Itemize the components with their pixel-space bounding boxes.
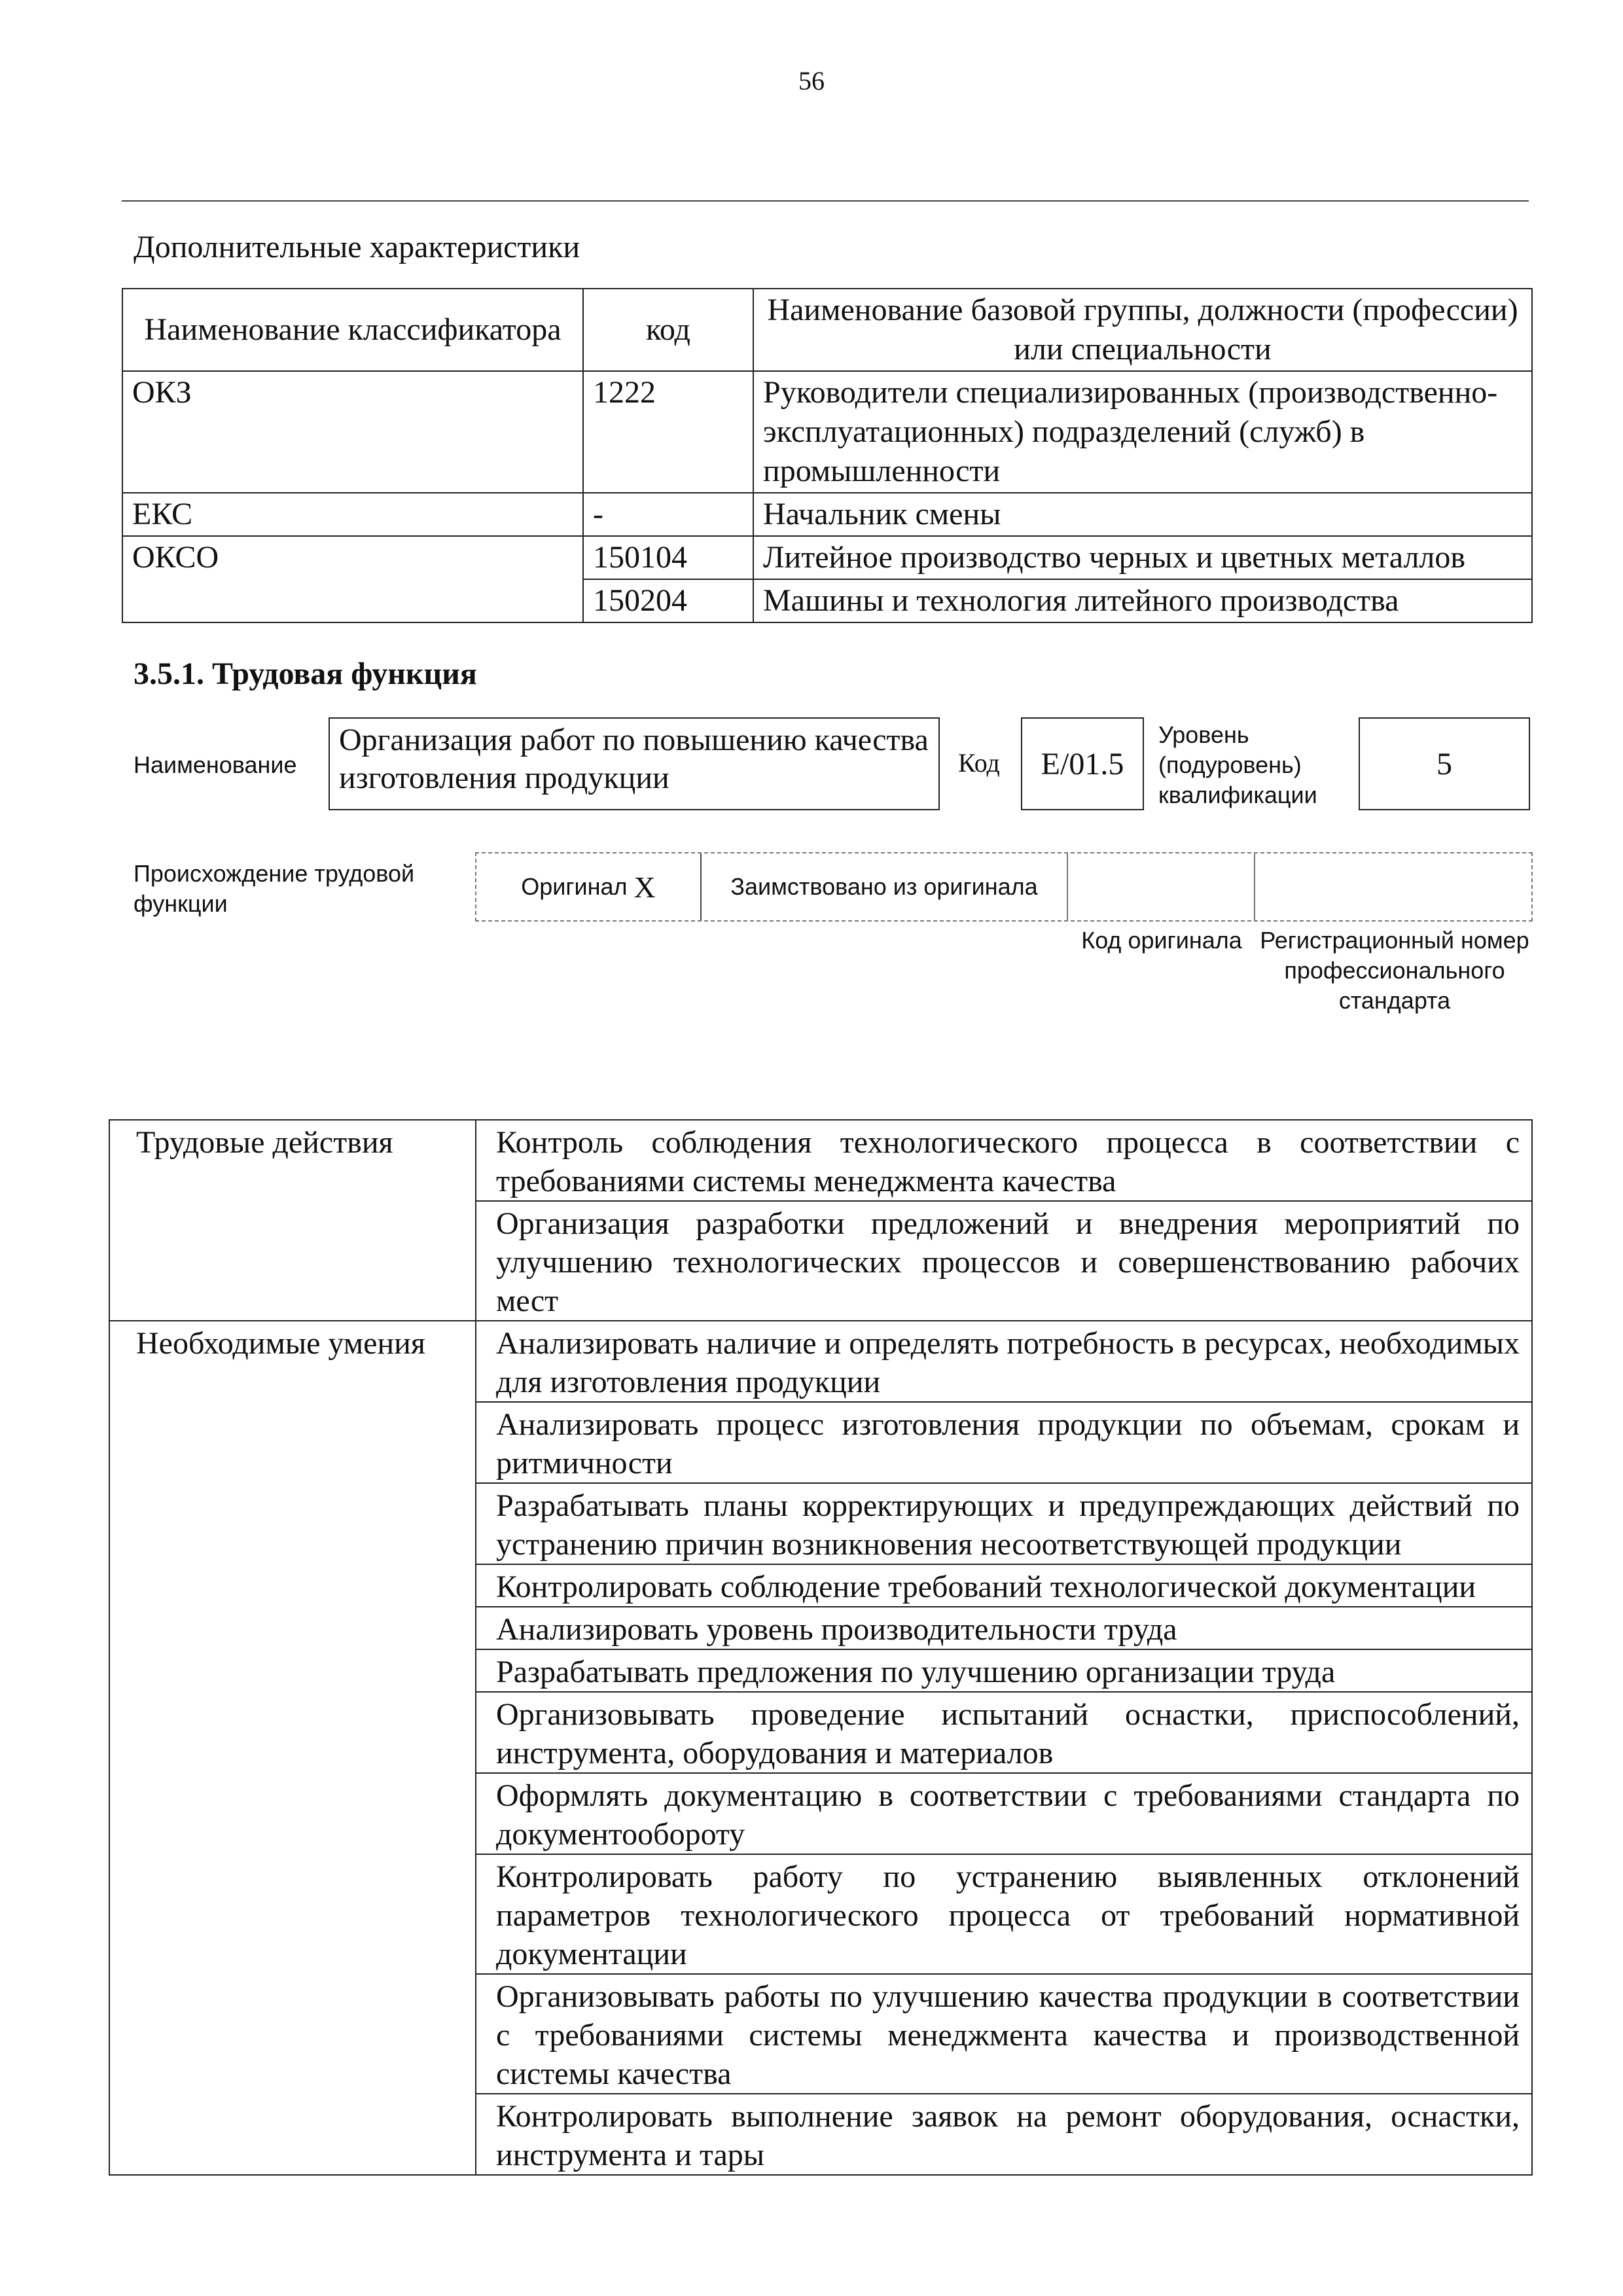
header-group: Наименование базовой группы, должности (профессии) или специальности [753, 289, 1532, 371]
skill-item: Анализировать процесс изготовления продукции по объемам, срокам и ритмичности [476, 1402, 1532, 1483]
skill-item: Разрабатывать планы корректирующих и предупреждающих действий по устранению причин возникновения несоответствующей продукции [476, 1483, 1532, 1564]
origin-code-caption: Код оригинала [1081, 927, 1242, 954]
qualification-level-value: 5 [1359, 717, 1530, 810]
function-details-table [109, 1119, 1533, 2176]
classifier-table [122, 288, 1533, 623]
table-row [109, 1321, 1532, 1402]
skill-item: Анализировать наличие и определять потребность в ресурсах, необходимых для изготовления продукции [476, 1321, 1532, 1402]
qualification-level-label: Уровень (подуровень) квалификации [1158, 721, 1317, 808]
skill-item: Контролировать выполнение заявок на ремонт оборудования, оснастки, инструмента и тары [476, 2094, 1532, 2175]
origin-reg-number-cell [1255, 853, 1531, 920]
name-cell: Машины и технология литейного производства [753, 579, 1532, 622]
table-row [109, 1120, 1532, 1201]
function-name-value: Организация работ по повышению качества изготовления продукции [329, 717, 940, 810]
table-row [122, 493, 1532, 536]
skill-item: Организовывать проведение испытаний оснастки, приспособлений, инструмента, оборудования и материалов [476, 1692, 1532, 1773]
origin-label: Происхождение трудовой функции [134, 860, 415, 917]
page-number: 56 [798, 66, 825, 96]
origin-original-mark: X [633, 870, 656, 904]
code-cell: 150104 [583, 536, 753, 579]
classifier-cell: ОКЗ [122, 371, 583, 493]
function-code-label: Код [958, 748, 1000, 778]
classifier-cell: ОКСО [122, 536, 583, 622]
header-code: код [583, 289, 753, 371]
name-cell: Руководители специализированных (производственно-эксплуатационных) подразделений (служб) в промышленности [753, 371, 1532, 493]
skill-item: Контролировать работу по устранению выявленных отклонений параметров технологического процесса от требований нормативной документации [476, 1854, 1532, 1974]
function-code-value: E/01.5 [1021, 717, 1144, 810]
skill-item: Анализировать уровень производительности труда [476, 1607, 1532, 1649]
origin-reg-caption: Регистрационный номер профессионального стандарта [1260, 927, 1529, 1014]
required-skills-label: Необходимые умения [109, 1321, 476, 2175]
origin-original-cell [476, 853, 702, 920]
classifier-table-header [122, 289, 1532, 371]
origin-table [475, 852, 1533, 922]
origin-borrowed-cell: Заимствовано из оригинала [702, 853, 1068, 920]
origin-code-cell [1068, 853, 1255, 920]
code-cell: - [583, 493, 753, 536]
function-name-label: Наименование [134, 751, 297, 778]
labor-function-heading: 3.5.1. Трудовая функция [134, 656, 477, 691]
table-row [122, 536, 1532, 579]
origin-original-label: Оригинал [521, 873, 628, 900]
skill-item: Оформлять документацию в соответствии с требованиями стандарта по документообороту [476, 1773, 1532, 1854]
skill-item: Контролировать соблюдение требований технологической документации [476, 1564, 1532, 1607]
code-cell: 150204 [583, 579, 753, 622]
additional-characteristics-title: Дополнительные характеристики [134, 230, 580, 264]
skill-item: Организовывать работы по улучшению качества продукции в соответствии с требованиями системы менеджмента качества и производственной системы качества [476, 1974, 1532, 2094]
name-cell: Начальник смены [753, 493, 1532, 536]
code-cell: 1222 [583, 371, 753, 493]
classifier-cell: ЕКС [122, 493, 583, 536]
top-rule [122, 200, 1529, 202]
name-cell: Литейное производство черных и цветных металлов [753, 536, 1532, 579]
header-classifier: Наименование классификатора [122, 289, 583, 371]
table-row [122, 371, 1532, 493]
labor-action-item: Контроль соблюдения технологического процесса в соответствии с требованиями системы менеджмента качества [476, 1120, 1532, 1201]
skill-item: Разрабатывать предложения по улучшению организации труда [476, 1649, 1532, 1692]
labor-action-item: Организация разработки предложений и внедрения мероприятий по улучшению технологических процессов и совершенствованию рабочих мест [476, 1201, 1532, 1321]
labor-actions-label: Трудовые действия [109, 1120, 476, 1321]
